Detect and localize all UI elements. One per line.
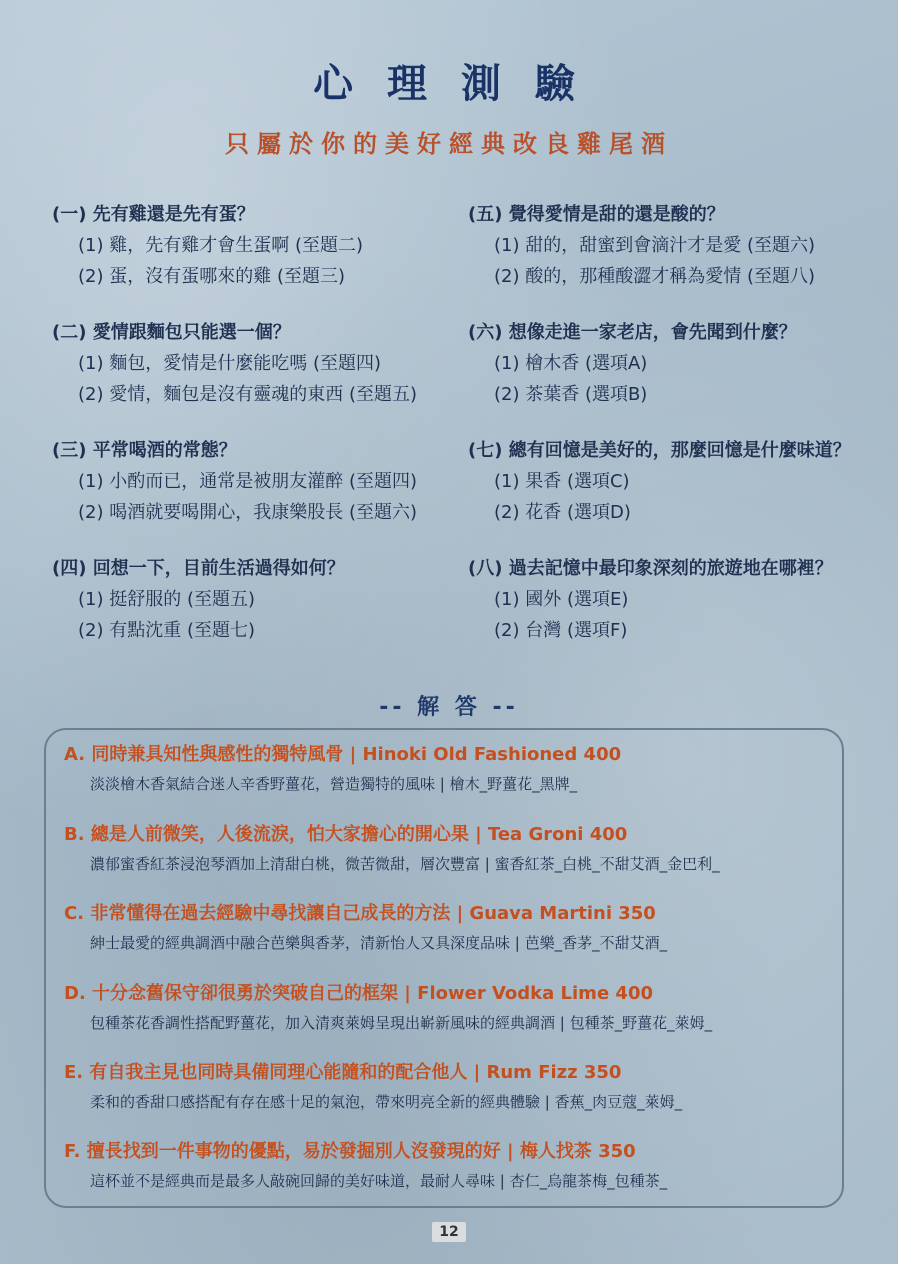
question-title: (四) 回想一下，目前生活過得如何？ — [52, 558, 345, 579]
answer-description: 濃郁蜜香紅茶浸泡琴酒加上清甜白桃，微苦微甜，層次豐富 | 蜜香紅茶_白桃_不甜艾酒_金巴利_ — [90, 855, 720, 873]
answer-description: 紳士最愛的經典調酒中融合芭樂與香茅，清新怡人又具深度品味 | 芭樂_香茅_不甜艾酒_ — [90, 934, 668, 952]
question-option: (1) 雞，先有雞才會生蛋啊 (至題二) — [78, 235, 363, 256]
question-option: (2) 有點沈重 (至題七) — [78, 620, 255, 641]
question-option: (1) 果香 (選項C) — [494, 471, 630, 492]
page-subtitle: 只屬於你的美好經典改良雞尾酒 — [225, 129, 673, 158]
question-1 — [52, 200, 472, 292]
question-title: (二) 愛情跟麵包只能選一個？ — [52, 322, 291, 343]
question-option: (2) 愛情，麵包是沒有靈魂的東西 (至題五) — [78, 384, 417, 405]
answer-description: 這杯並不是經典而是最多人敲碗回歸的美好味道，最耐人尋味 | 杏仁_烏龍茶梅_包種茶_ — [90, 1172, 668, 1190]
question-title: (八) 過去記憶中最印象深刻的旅遊地在哪裡？ — [468, 558, 833, 579]
question-option: (1) 國外 (選項E) — [494, 589, 629, 610]
answer-title: E. 有自我主見也同時具備同理心能隨和的配合他人 | Rum Fizz 350 — [64, 1062, 622, 1083]
question-option: (2) 喝酒就要喝開心，我康樂股長 (至題六) — [78, 502, 417, 523]
question-option: (2) 酸的，那種酸澀才稱為愛情 (至題八) — [494, 266, 815, 287]
question-title: (一) 先有雞還是先有蛋？ — [52, 204, 255, 225]
question-5 — [468, 200, 888, 292]
answer-title: D. 十分念舊保守卻很勇於突破自己的框架 | Flower Vodka Lime 400 — [64, 983, 653, 1004]
question-title: (三) 平常喝酒的常態？ — [52, 440, 237, 461]
question-option: (2) 台灣 (選項F) — [494, 620, 628, 641]
answer-title: F. 擅長找到一件事物的優點，易於發掘別人沒發現的好 | 梅人找茶 350 — [64, 1141, 636, 1162]
question-title: (七) 總有回憶是美好的，那麼回憶是什麼味道？ — [468, 440, 851, 461]
question-option: (2) 茶葉香 (選項B) — [494, 384, 648, 405]
question-title: (六) 想像走進一家老店，會先聞到什麼？ — [468, 322, 797, 343]
question-option: (2) 花香 (選項D) — [494, 502, 631, 523]
answer-f — [64, 1137, 844, 1195]
answer-e — [64, 1058, 844, 1116]
question-6 — [468, 318, 888, 410]
question-option: (2) 蛋，沒有蛋哪來的雞 (至題三) — [78, 266, 345, 287]
answer-heading: -- 解 答 -- — [379, 695, 519, 720]
answer-c — [64, 899, 844, 957]
question-title: (五) 覺得愛情是甜的還是酸的？ — [468, 204, 725, 225]
question-8 — [468, 554, 888, 646]
page-title: 心 理 測 驗 — [313, 60, 585, 107]
question-option: (1) 小酌而已，通常是被朋友灌醉 (至題四) — [78, 471, 417, 492]
answer-b — [64, 820, 844, 878]
question-3 — [52, 436, 472, 528]
answer-title: C. 非常懂得在過去經驗中尋找讓自己成長的方法 | Guava Martini 350 — [64, 903, 656, 924]
answer-description: 包種茶花香調性搭配野薑花，加入清爽萊姆呈現出嶄新風味的經典調酒 | 包種茶_野薑花_萊姆_ — [90, 1014, 713, 1032]
answer-description: 淡淡檜木香氣結合迷人辛香野薑花，營造獨特的風味 | 檜木_野薑花_黑牌_ — [90, 775, 578, 793]
answer-title: A. 同時兼具知性與感性的獨特風骨 | Hinoki Old Fashioned 400 — [64, 744, 622, 765]
answer-d — [64, 979, 844, 1037]
question-7 — [468, 436, 888, 528]
question-option: (1) 麵包，愛情是什麼能吃嗎 (至題四) — [78, 353, 381, 374]
answer-a — [64, 740, 844, 798]
answer-description: 柔和的香甜口感搭配有存在感十足的氣泡，帶來明亮全新的經典體驗 | 香蕉_肉豆蔻_萊姆_ — [90, 1093, 683, 1111]
question-4 — [52, 554, 472, 646]
answer-title: B. 總是人前微笑，人後流淚，怕大家擔心的開心果 | Tea Groni 400 — [64, 824, 628, 845]
question-2 — [52, 318, 472, 410]
question-option: (1) 挺舒服的 (至題五) — [78, 589, 255, 610]
question-option: (1) 甜的，甜蜜到會滴汁才是愛 (至題六) — [494, 235, 815, 256]
answer-box — [44, 728, 844, 1208]
page-number: 12 — [432, 1222, 466, 1242]
question-option: (1) 檜木香 (選項A) — [494, 353, 648, 374]
